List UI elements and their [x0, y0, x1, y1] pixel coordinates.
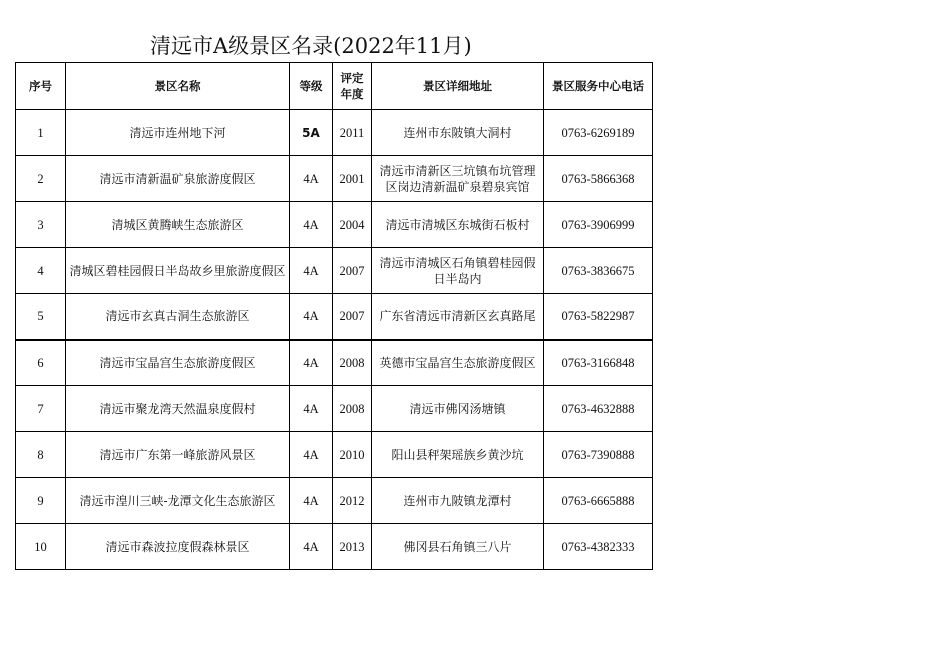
column-header-phone: 景区服务中心电话	[544, 63, 653, 110]
cell-name: 清远市清新温矿泉旅游度假区	[66, 156, 290, 202]
table-row	[16, 432, 653, 478]
cell-address: 连州市九陂镇龙潭村	[372, 478, 544, 524]
cell-name: 清远市玄真古洞生态旅游区	[66, 294, 290, 340]
cell-phone: 0763-7390888	[544, 432, 653, 478]
cell-name: 清远市湟川三峡-龙潭文化生态旅游区	[66, 478, 290, 524]
cell-no: 6	[16, 340, 66, 386]
column-header-no: 序号	[16, 63, 66, 110]
cell-level: 5A	[290, 110, 333, 156]
column-header-address: 景区详细地址	[372, 63, 544, 110]
cell-phone: 0763-4382333	[544, 524, 653, 570]
cell-no: 1	[16, 110, 66, 156]
table-row	[16, 386, 653, 432]
cell-level: 4A	[290, 524, 333, 570]
cell-no: 2	[16, 156, 66, 202]
cell-year: 2001	[333, 156, 372, 202]
cell-address: 佛冈县石角镇三八片	[372, 524, 544, 570]
cell-name: 清远市聚龙湾天然温泉度假村	[66, 386, 290, 432]
cell-address: 连州市东陂镇大洞村	[372, 110, 544, 156]
cell-address: 阳山县秤架瑶族乡黄沙坑	[372, 432, 544, 478]
cell-name: 清远市宝晶宫生态旅游度假区	[66, 340, 290, 386]
table-row	[16, 202, 653, 248]
table-header-row	[16, 63, 653, 110]
cell-year: 2011	[333, 110, 372, 156]
table-row	[16, 156, 653, 202]
cell-year: 2007	[333, 294, 372, 340]
cell-name: 清城区黄腾峡生态旅游区	[66, 202, 290, 248]
cell-phone: 0763-3166848	[544, 340, 653, 386]
cell-address: 广东省清远市清新区玄真路尾	[372, 294, 544, 340]
cell-level: 4A	[290, 340, 333, 386]
cell-no: 10	[16, 524, 66, 570]
cell-level: 4A	[290, 202, 333, 248]
table-row	[16, 294, 653, 340]
cell-no: 7	[16, 386, 66, 432]
column-header-name: 景区名称	[66, 63, 290, 110]
column-header-level: 等级	[290, 63, 333, 110]
cell-level: 4A	[290, 248, 333, 294]
cell-year: 2004	[333, 202, 372, 248]
table-row	[16, 478, 653, 524]
column-header-year: 评定 年度	[333, 63, 372, 110]
cell-year: 2008	[333, 340, 372, 386]
cell-address: 清远市佛冈汤塘镇	[372, 386, 544, 432]
table-row	[16, 524, 653, 570]
table-row	[16, 110, 653, 156]
cell-year: 2007	[333, 248, 372, 294]
cell-year: 2008	[333, 386, 372, 432]
cell-name: 清远市连州地下河	[66, 110, 290, 156]
table-row	[16, 340, 653, 386]
cell-address: 英德市宝晶宫生态旅游度假区	[372, 340, 544, 386]
cell-level: 4A	[290, 156, 333, 202]
table-row	[16, 248, 653, 294]
cell-no: 5	[16, 294, 66, 340]
cell-level: 4A	[290, 386, 333, 432]
cell-phone: 0763-6665888	[544, 478, 653, 524]
cell-no: 4	[16, 248, 66, 294]
cell-address: 清远市清城区东城街石板村	[372, 202, 544, 248]
cell-phone: 0763-5822987	[544, 294, 653, 340]
cell-level: 4A	[290, 478, 333, 524]
cell-year: 2010	[333, 432, 372, 478]
cell-name: 清城区碧桂园假日半岛故乡里旅游度假区	[66, 248, 290, 294]
cell-address: 清远市清新区三坑镇布坑管理区岗边清新温矿泉碧泉宾馆	[372, 156, 544, 202]
cell-level: 4A	[290, 432, 333, 478]
cell-phone: 0763-4632888	[544, 386, 653, 432]
cell-phone: 0763-3836675	[544, 248, 653, 294]
cell-phone: 0763-6269189	[544, 110, 653, 156]
cell-no: 3	[16, 202, 66, 248]
cell-phone: 0763-3906999	[544, 202, 653, 248]
cell-no: 9	[16, 478, 66, 524]
scenic-spots-table	[15, 62, 653, 570]
cell-no: 8	[16, 432, 66, 478]
cell-year: 2012	[333, 478, 372, 524]
cell-name: 清远市森波拉度假森林景区	[66, 524, 290, 570]
cell-name: 清远市广东第一峰旅游风景区	[66, 432, 290, 478]
cell-address: 清远市清城区石角镇碧桂园假日半岛内	[372, 248, 544, 294]
cell-level: 4A	[290, 294, 333, 340]
cell-year: 2013	[333, 524, 372, 570]
cell-phone: 0763-5866368	[544, 156, 653, 202]
document-title: 清远市A级景区名录(2022年11月)	[150, 34, 472, 58]
